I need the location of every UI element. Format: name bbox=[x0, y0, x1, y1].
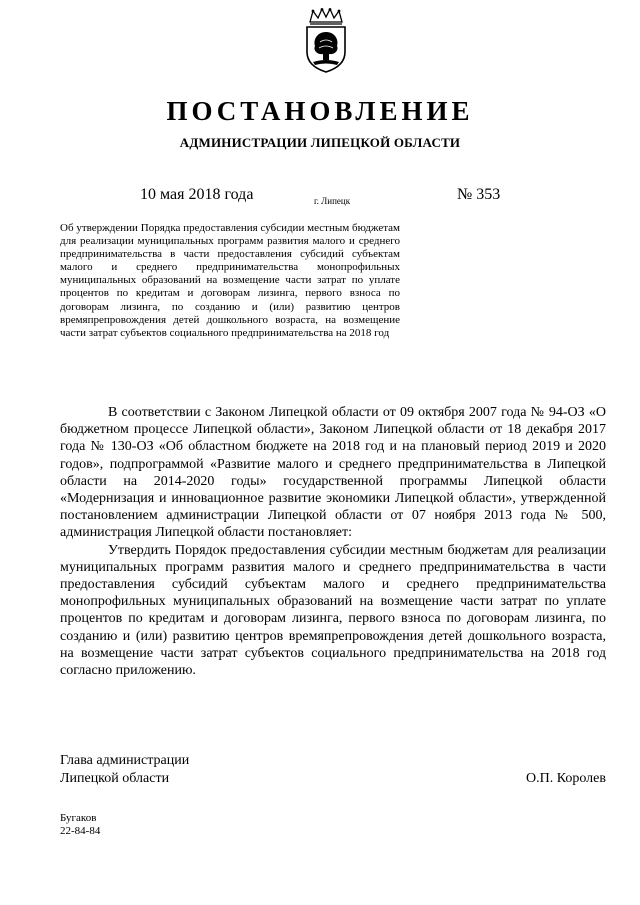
executor-block bbox=[60, 812, 100, 838]
executor-phone: 22-84-84 bbox=[60, 825, 101, 837]
body-paragraph-resolution: Утвердить Порядок предоставления субсидии местным бюджетам для реализации муниципальных программ развития малого и среднего предпринимательства в части предоставления субсидий субъектам малого и среднего предпринимательства монопрофильных муниципальных образований на возмещение части затрат по уплате процентов по кредитам и договорам лизинга, первого взноса по договорам лизинга, по созданию и (или) развитию центров времяпрепровождения детей дошкольного возраста, на возмещение части затрат субъектов социального предпринимательства на 2018 год согласно приложению. bbox=[60, 542, 606, 679]
body-paragraph-preamble: В соответствии с Законом Липецкой области от 09 октября 2007 года № 94-ОЗ «О бюджетном процессе Липецкой области», Законом Липецкой области от 18 декабря 2017 года № 130-ОЗ «Об областном бюджете на 2018 год и на плановый период 2019 и 2020 годов», подпрограммой «Развитие малого и среднего предпринимательства в Липецкой области на 2014-2020 годы» государственной программы Липецкой области «Модернизация и инновационное развитие экономики Липецкой области», утвержденной постановлением администрации Липецкой области от 07 ноября 2013 года № 500, администрация Липецкой области постановляет: bbox=[60, 405, 606, 541]
lipetsk-coat-of-arms-icon bbox=[301, 8, 351, 74]
signature-block bbox=[60, 752, 606, 788]
document-subtitle: АДМИНИСТРАЦИИ ЛИПЕЦКОЙ ОБЛАСТИ bbox=[179, 135, 461, 150]
signatory-name: О.П. Королев bbox=[526, 771, 606, 786]
signatory-position-line-2: Липецкой области bbox=[60, 771, 170, 786]
document-city: г. Липецк bbox=[314, 196, 351, 206]
document-subject: Об утверждении Порядка предоставления субсидии местным бюджетам для реализации муниципальных программ развития малого и среднего предпринимательства в части предоставления субсидий субъектам малого и среднего предпринимательства монопрофильных муниципальных образований на возмещение части затрат по уплате процентов по кредитам и договорам лизинга, первого взноса по договорам лизинга, по созданию и (или) развитию центров времяпрепровождения детей дошкольного возраста, на возмещение части затрат субъектов социального предпринимательства на 2018 год bbox=[60, 222, 400, 339]
document-body bbox=[60, 404, 606, 679]
document-date: 10 мая 2018 года bbox=[140, 186, 254, 203]
signatory-position-line-1: Глава администрации bbox=[60, 753, 190, 768]
document-number: № 353 bbox=[457, 186, 501, 203]
document-title: ПОСТАНОВЛЕНИЕ bbox=[166, 96, 474, 126]
executor-name: Бугаков bbox=[60, 812, 97, 824]
